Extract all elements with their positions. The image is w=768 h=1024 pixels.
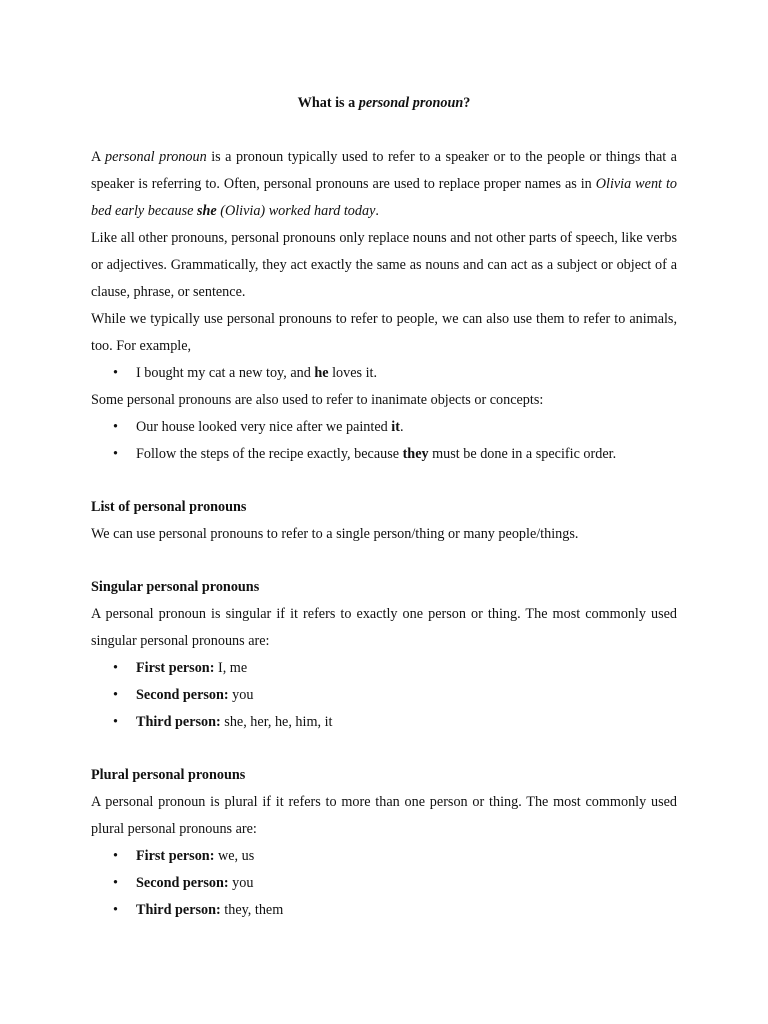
list-item xyxy=(91,870,677,897)
singular-text: A personal pronoun is singular if it refers to exactly one person or thing. The most commonly used singular personal pronouns are: xyxy=(91,606,677,649)
list-section-heading: List of personal pronouns xyxy=(91,499,247,515)
title-gap xyxy=(91,114,677,144)
list-item xyxy=(91,655,677,682)
example-bold: it xyxy=(391,419,400,435)
person-label: First person: xyxy=(136,848,215,864)
intro-p1-text-a: A xyxy=(91,149,105,165)
list-item xyxy=(91,441,677,468)
pronoun-values: I, me xyxy=(214,660,248,676)
document-title xyxy=(91,92,677,114)
example-text: loves it. xyxy=(328,365,378,381)
example-bold: they xyxy=(402,446,429,462)
singular-pronoun-list xyxy=(91,655,677,736)
person-label: Second person: xyxy=(136,875,229,891)
intro-p1-example-a: Olivia went to bed early because xyxy=(91,176,677,219)
example-text: I bought my cat a new toy, and xyxy=(136,365,315,381)
pronoun-values: you xyxy=(228,687,254,703)
intro-p1-example-b: (Olivia) worked hard today xyxy=(216,203,376,219)
list-item xyxy=(91,709,677,736)
example-bold: he xyxy=(314,365,329,381)
title-prefix: What is a xyxy=(297,95,359,111)
title-suffix: ? xyxy=(463,95,471,111)
intro-p1-end: . xyxy=(375,203,379,219)
plural-pronoun-list xyxy=(91,843,677,924)
plural-text: A personal pronoun is plural if it refers to more than one person or thing. The most commonly used plural personal pronouns are: xyxy=(91,794,677,837)
list-item xyxy=(91,682,677,709)
example-text: Follow the steps of the recipe exactly, because xyxy=(136,446,403,462)
list-item xyxy=(91,843,677,870)
title-italic: personal pronoun xyxy=(358,95,464,111)
pronoun-values: we, us xyxy=(214,848,255,864)
animal-example-list xyxy=(91,360,677,387)
intro-paragraph-2: Like all other pronouns, personal pronouns only replace nouns and not other parts of speech, like verbs or adjectives. Grammatically, they act exactly the same as nouns and can act as a subject or object of a clause, phrase, or sentence. xyxy=(91,230,677,300)
example-text: must be done in a specific order. xyxy=(428,446,617,462)
list-section-text: We can use personal pronouns to refer to a single person/thing or many people/things. xyxy=(91,526,579,542)
section-spacer xyxy=(91,736,677,762)
pronoun-values: you xyxy=(228,875,254,891)
list-item xyxy=(91,414,677,441)
intro-p1-example-bold: she xyxy=(196,203,217,219)
person-label: Third person: xyxy=(136,902,221,918)
example-text: Our house looked very nice after we painted xyxy=(136,419,392,435)
list-item xyxy=(91,897,677,924)
plural-heading: Plural personal pronouns xyxy=(91,767,246,783)
pronoun-values: she, her, he, him, it xyxy=(220,714,333,730)
intro-p1-text-b: is a pronoun typically used to refer to a speaker or to the people or things that a speaker is referring to. Often, personal pronouns are used to replace proper names as in xyxy=(91,149,677,192)
section-spacer xyxy=(91,468,677,494)
intro-paragraph-3: While we typically use personal pronouns to refer to people, we can also use them to refer to animals, too. For example, xyxy=(91,311,677,354)
inanimate-example-list xyxy=(91,414,677,468)
section-spacer xyxy=(91,548,677,574)
person-label: Second person: xyxy=(136,687,229,703)
intro-p1-italic: personal pronoun xyxy=(104,149,207,165)
intro-paragraph-1 xyxy=(91,144,677,225)
person-label: Third person: xyxy=(136,714,221,730)
document-page xyxy=(91,92,677,924)
intro-paragraph-4: Some personal pronouns are also used to refer to inanimate objects or concepts: xyxy=(91,392,544,408)
list-item xyxy=(91,360,677,387)
example-text: . xyxy=(399,419,404,435)
pronoun-values: they, them xyxy=(220,902,284,918)
singular-heading: Singular personal pronouns xyxy=(91,579,260,595)
person-label: First person: xyxy=(136,660,215,676)
